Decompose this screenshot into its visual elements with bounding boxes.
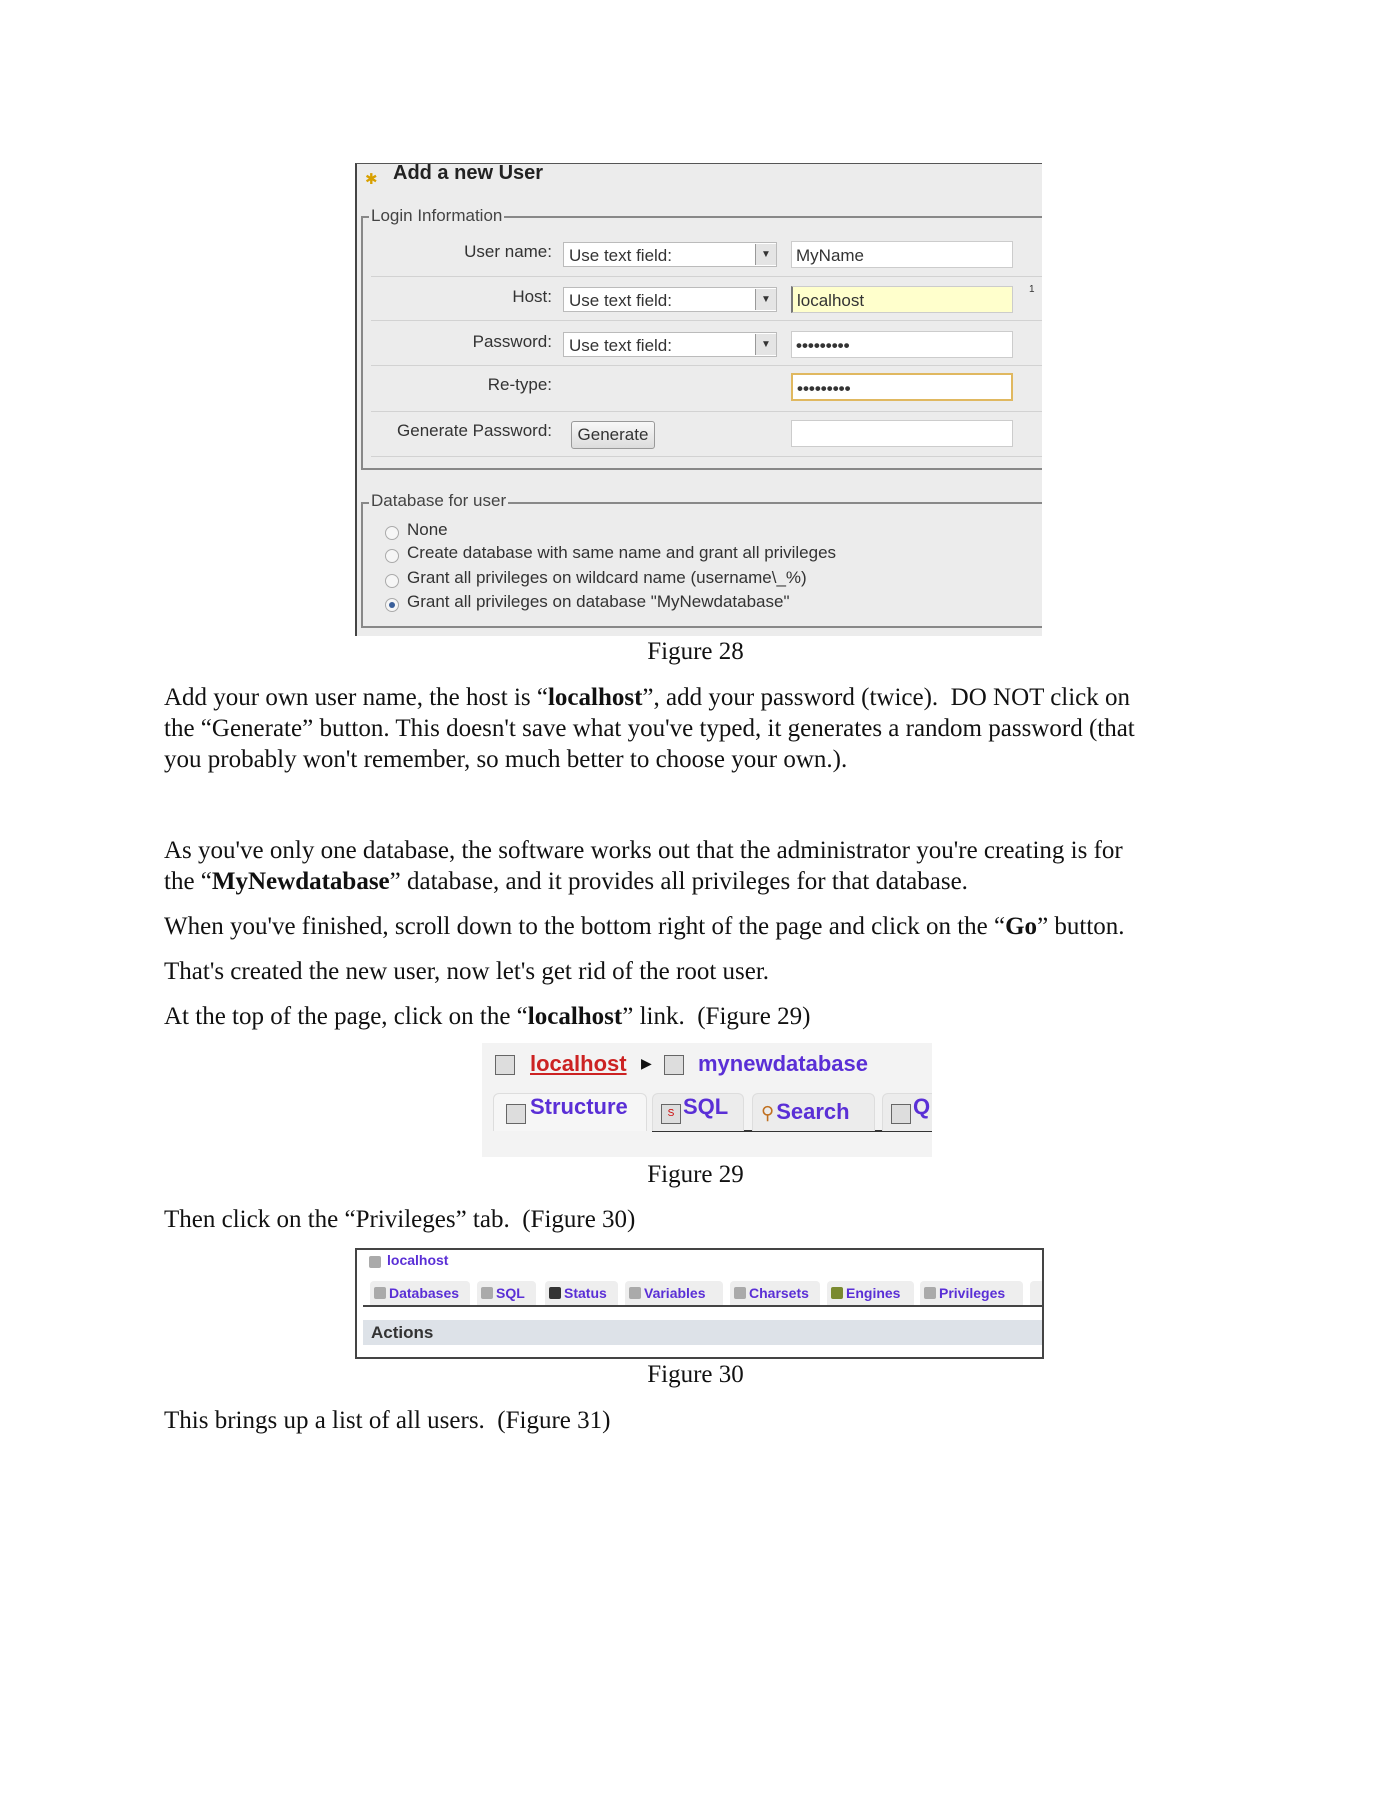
paragraph-line: Add your own user name, the host is “localhost”, add your password (twice). DO NOT click on: [164, 684, 1131, 711]
add-user-form-screenshot: [355, 163, 1042, 636]
sql-icon: S: [661, 1104, 681, 1124]
actions-section-header: Actions: [363, 1320, 1042, 1345]
radio-label: Create database with same name and grant all privileges: [407, 543, 837, 562]
login-legend: Login Information: [371, 206, 503, 225]
select-value: Use text field:: [569, 246, 672, 265]
retype-password-input[interactable]: •••••••••: [791, 373, 1013, 401]
divider: [371, 365, 1042, 366]
password-label: Password:: [472, 332, 552, 351]
radio-none[interactable]: [385, 526, 399, 540]
paragraph-line: When you've finished, scroll down to the bottom right of the page and click on the “Go” button.: [164, 913, 1125, 940]
chevron-down-icon: ▼: [755, 334, 776, 355]
server-icon: [495, 1055, 515, 1075]
tab-search[interactable]: ⚲Search: [752, 1093, 875, 1131]
divider: [371, 320, 1042, 321]
radio-wildcard[interactable]: [385, 574, 399, 588]
search-icon: ⚲: [761, 1103, 775, 1123]
paragraph-line: you probably won't remember, so much better to choose your own.).: [164, 746, 848, 773]
radio-label: Grant all privileges on wildcard name (username\_%): [407, 568, 807, 587]
figure-29-caption: Figure 29: [647, 1161, 744, 1188]
tab-structure[interactable]: Structure: [493, 1093, 647, 1131]
divider: [371, 411, 1042, 412]
variables-icon: [629, 1287, 641, 1299]
host-input[interactable]: localhost: [791, 286, 1013, 313]
generate-button[interactable]: Generate: [571, 421, 655, 449]
divider: [371, 456, 1042, 457]
add-user-icon: ✱: [365, 171, 378, 188]
server-link[interactable]: localhost: [387, 1252, 449, 1268]
chevron-down-icon: ▼: [755, 244, 776, 265]
figure-28-caption: Figure 28: [647, 638, 744, 665]
radio-label: None: [407, 520, 448, 539]
select-value: Use text field:: [569, 291, 672, 310]
tab-charsets[interactable]: Charsets: [730, 1281, 820, 1305]
query-icon: [891, 1104, 911, 1124]
chevron-down-icon: ▼: [755, 289, 776, 310]
password-type-select[interactable]: [563, 332, 777, 357]
form-title: Add a new User: [393, 163, 544, 184]
radio-create-database[interactable]: [385, 549, 399, 563]
tab-sql[interactable]: S SQL: [652, 1093, 744, 1131]
tab-variables[interactable]: Variables: [625, 1281, 723, 1305]
username-input[interactable]: MyName: [791, 241, 1013, 268]
tab-status[interactable]: Status: [545, 1281, 618, 1305]
localhost-link[interactable]: localhost: [530, 1051, 627, 1076]
server-tabs-screenshot: [355, 1248, 1044, 1359]
radio-label: Grant all privileges on database "MyNewdatabase": [407, 592, 790, 611]
tab-sql[interactable]: SQL: [477, 1281, 536, 1305]
generated-password-field[interactable]: [791, 420, 1013, 447]
server-icon: [369, 1256, 381, 1268]
generate-password-label: Generate Password:: [397, 421, 552, 440]
breadcrumb-tabs-screenshot: [482, 1043, 932, 1157]
password-input[interactable]: •••••••••: [791, 331, 1013, 358]
status-icon: [549, 1287, 561, 1299]
paragraph-line: As you've only one database, the software works out that the administrator you're creating is for: [164, 837, 1123, 864]
charsets-icon: [734, 1287, 746, 1299]
paragraph-line: the “MyNewdatabase” database, and it provides all privileges for that database.: [164, 868, 968, 895]
databases-icon: [374, 1287, 386, 1299]
engines-icon: [831, 1287, 843, 1299]
host-type-select[interactable]: [563, 287, 777, 312]
figure-30-caption: Figure 30: [647, 1361, 744, 1388]
tab-databases[interactable]: Databases: [370, 1281, 470, 1305]
paragraph-line: At the top of the page, click on the “localhost” link. (Figure 29): [164, 1003, 811, 1030]
paragraph-line: This brings up a list of all users. (Figure 31): [164, 1407, 611, 1434]
tab-overflow[interactable]: [1030, 1281, 1044, 1305]
breadcrumb-arrow-icon: ▶: [641, 1055, 652, 1071]
tab-engines[interactable]: Engines: [827, 1281, 914, 1305]
paragraph-line: Then click on the “Privileges” tab. (Figure 30): [164, 1206, 636, 1233]
database-icon: [664, 1055, 684, 1075]
username-type-select[interactable]: [563, 242, 777, 267]
host-label: Host:: [512, 287, 552, 306]
paragraph-line: That's created the new user, now let's get rid of the root user.: [164, 958, 770, 985]
database-link[interactable]: mynewdatabase: [698, 1051, 868, 1076]
select-value: Use text field:: [569, 336, 672, 355]
retype-label: Re-type:: [487, 375, 552, 394]
footnote-marker: 1: [1029, 284, 1035, 295]
privileges-icon: [924, 1287, 936, 1299]
structure-icon: [506, 1104, 526, 1124]
sql-icon: [481, 1287, 493, 1299]
username-label: User name:: [464, 242, 552, 261]
radio-grant-database[interactable]: [385, 598, 399, 612]
tab-baseline: [363, 1305, 1042, 1307]
divider: [371, 276, 1042, 277]
database-legend: Database for user: [371, 491, 507, 510]
tab-privileges[interactable]: Privileges: [920, 1281, 1023, 1305]
paragraph-line: the “Generate” button. This doesn't save what you've typed, it generates a random password (that: [164, 715, 1135, 742]
tab-query[interactable]: Q: [882, 1093, 932, 1131]
